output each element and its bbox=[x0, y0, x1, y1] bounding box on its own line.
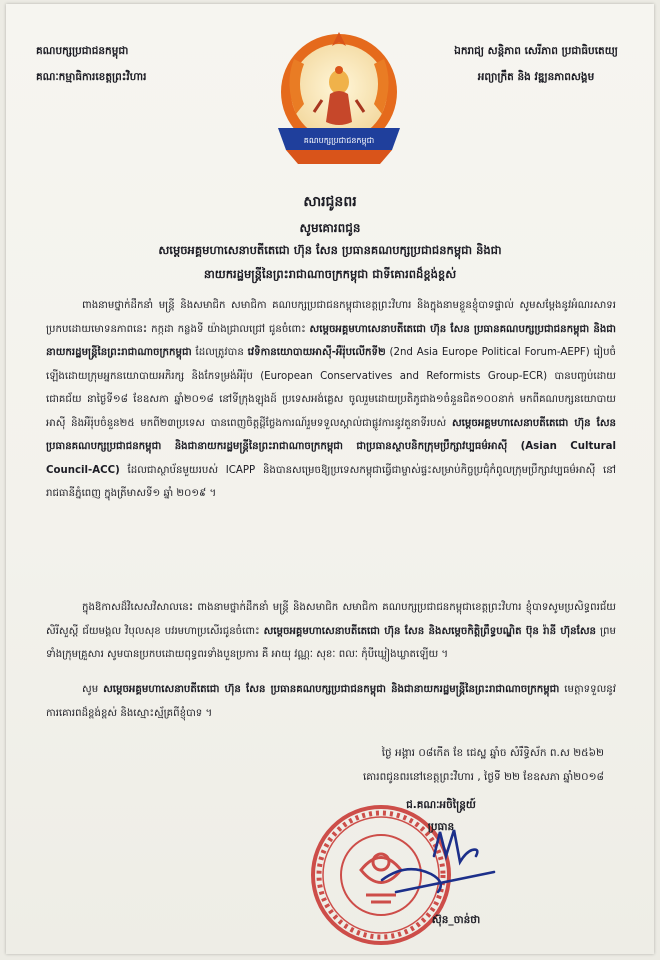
party-name: គណបក្សប្រជាជនកម្ពុជា bbox=[36, 45, 129, 57]
lunar-date: ថ្ងៃ អង្គារ ០៨កើត ខែ ជេស្ឋ ឆ្នាំច សំរឹទ្ធិស័ក ព.ស ២៥៦២ bbox=[381, 747, 604, 759]
signer-name: ស៊ុន_ចាន់ថា bbox=[431, 914, 481, 926]
paragraph-2: ក្នុងឱកាសដ៏វិសេសវិសាលនេះ ពាងនាមថ្នាក់ដឹកនាំ មន្ត្រី និងសមាជិក សមាជិកា គណបក្សប្រជាជនកម្ពុជាខេត្តព្រះវិហារ ខ្ញុំបាទសូមប្រសិទ្ធពរជ័យ សិរីសួស្តី ជ័យមង្គល វិបុលសុខ បវរមហាប្រសើរជូនចំពោះ សម្តេចអគ្គមហាសេនាបតីតេជោ ហ៊ុន សែន និងសម្តេចកិត្តិព្រឹទ្ធបណ្ឌិត ប៊ុន រ៉ានី ហ៊ុនសែន ព្រមទាំងក្រុមគ្រួសារ សូមបានប្រកបដោយពុទ្ធពរទាំងបួនប្រការ គឺ អាយុ វណ្ណៈ សុខៈ ពលៈ កុំបីឃ្លៀងឃ្លាតឡើយ ។ bbox=[46, 602, 616, 660]
committee-title: ជ.គណៈអចិន្ត្រៃយ៍ bbox=[406, 799, 476, 811]
document-title: សារជូនពរ bbox=[303, 194, 357, 210]
place-and-date: គោរពជូនពរនៅខេត្តព្រះវិហារ , ថ្ងៃទី ២២ ខែឧសភា ឆ្នាំ២០១៨ bbox=[362, 771, 604, 783]
paragraph-1: ពាងនាមថ្នាក់ដឹកនាំ មន្ត្រី និងសមាជិក សមាជិកា គណបក្សប្រជាជនកម្ពុជាខេត្តព្រះវិហារ និងក្នុងនាមខ្លួនខ្ញុំបាទផ្ទាល់ សូមសម្តែងនូវអំណរសាទរ ប្រកបដោយមោទនភាពនេះ កក្កដា កន្លងទី យ៉ាងជ្រាលជ្រៅ ជូនចំពោះ សម្តេចអគ្គមហាសេនាបតីតេជោ ហ៊ុន សែន ប្រធានគណបក្សប្រជាជនកម្ពុជា និងជានាយករដ្ឋមន្ត្រីនៃព្រះរាជាណាចក្រកម្ពុជា ដែលត្រូវបាន វេទិកានយោបាយអាស៊ី-អឺរ៉ុបលើកទី២ (2nd Asia Europe Political Forum-AEPF) រៀបចំឡើងដោយក្រុមអ្នកនយោបាយអភិរក្ស និងកែទម្រង់អឺរ៉ុប (European Conservatives and Reformists Group-ECR) បានបញ្ចប់ដោយជោគជ័យ នាថ្ងៃទី១៨ ខែឧសភា ឆ្នាំ២០១៨ នៅទីក្រុងឡុងដ៍ ប្រទេសអង់គ្លេស ចូលរួមដោយប្រតិភូជាង១ចំនួនជិត១០០នាក់ មកពីគណបក្សនយោបាយអាស៊ី និងអឺរ៉ុបចំនួន២៥ មកពី២៣ប្រទេស បានពេញចិត្តដ្ដីថ្លែងការណ៍រួមទទួលស្គាល់ជាផ្លូវការនូវតួនាទីរបស់ សម្តេចអគ្គមហាសេនាបតីតេជោ ហ៊ុន សែន ប្រធានគណបក្សប្រជាជនកម្ពុជា និងជានាយករដ្ឋមន្ត្រីនៃព្រះរាជាណាចក្រកម្ពុជា ជាប្រធានស្ថាបនិកក្រុមប្រឹក្សាវប្បធម៌អាស៊ី (Asian Cultural Council-ACC) ដែលជាស្ថាប័នមួយរបស់ ICAPP និងបានសម្រេចឱ្យប្រទេសកម្ពុជាធ្វើជាម្ចាស់ផ្ទះសម្រាប់កិច្ចប្រជុំកំពូលក្រុមប្រឹក្សាវប្បធម៌អាស៊ី នៅរាជធានីភ្នំពេញ ក្នុងត្រីមាសទី១ ឆ្នាំ ២០១៩ ។ bbox=[46, 300, 617, 499]
party-header bbox=[36, 38, 236, 90]
paragraph-3: សូម សម្តេចអគ្គមហាសេនាបតីតេជោ ហ៊ុន សែន ប្រធានគណបក្សប្រជាជនកម្ពុជា និងជានាយករដ្ឋមន្ត្រីនៃព្រះរាជាណាចក្រកម្ពុជា មេត្តាទទួលនូវការគោរពដ៏ខ្ពង់ខ្ពស់ និងស្មោះស្ម័គ្រពីខ្ញុំបាទ ។ bbox=[46, 684, 617, 719]
position-title: ប្រធាន bbox=[427, 821, 455, 833]
signatory-block bbox=[351, 794, 531, 838]
addressee-line-1: សម្ដេចអគ្គមហាសេនាបតីតេជោ ហ៊ុន សែន ប្រធានគណបក្សប្រជាជនកម្ពុជា និងជា bbox=[158, 243, 502, 257]
logo-banner-text: គណបក្សប្រជាជនកម្ពុជា bbox=[303, 136, 375, 145]
provincial-committee: គណៈកម្មាធិការខេត្តព្រះវិហារ bbox=[36, 71, 147, 83]
salutation: សូមគោរពជូន bbox=[299, 221, 361, 235]
national-motto bbox=[426, 38, 646, 90]
motto-line-1: ឯករាជ្យ សន្តិភាព សេរីភាព ប្រជាធិបតេយ្យ bbox=[454, 45, 618, 57]
party-logo bbox=[264, 24, 414, 174]
motto-line-2: អព្យាក្រឹត និង វឌ្ឍនភាពសង្គម bbox=[477, 71, 595, 83]
addressee-line-2: នាយករដ្ឋមន្ត្រីនៃព្រះរាជាណាចក្រកម្ពុជា ជាទីគោរពដ៏ខ្ពង់ខ្ពស់ bbox=[203, 267, 457, 281]
letter-page bbox=[6, 4, 654, 954]
